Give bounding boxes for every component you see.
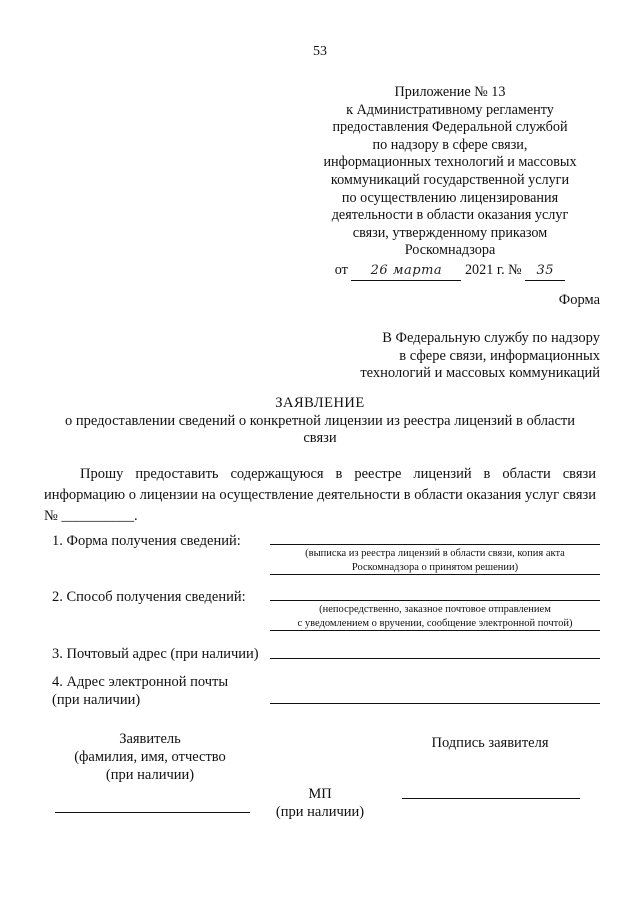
- document-subtitle: о предоставлении сведений о конкретной лицензии из реестра лицензий в области связи: [65, 413, 575, 446]
- applicant-line: (фамилия, имя, отчество: [74, 749, 226, 765]
- addressee-block: [300, 330, 600, 383]
- item-form-of-receipt-underline: [270, 574, 600, 575]
- hint-line: (непосредственно, заказное почтовое отправлением: [319, 604, 551, 615]
- appendix-header: [300, 84, 600, 281]
- appendix-line: коммуникаций государственной услуги: [330, 171, 570, 188]
- order-number-handwritten: 35: [525, 262, 565, 281]
- appendix-line: по осуществлению лицензирования: [341, 189, 559, 206]
- item-form-of-receipt-label: 1. Форма получения сведений:: [52, 533, 241, 549]
- item-method-of-receipt-underline: [270, 630, 600, 631]
- item-method-of-receipt-label: 2. Способ получения сведений:: [52, 589, 246, 605]
- request-paragraph: Прошу предоставить содержащуюся в реестре лицензий в области связи информацию о лицензии на осуществление деятельности в области оказания услуг связи № __________.: [44, 466, 596, 524]
- appendix-line: Приложение № 13: [394, 84, 506, 100]
- item-method-of-receipt-hint: [270, 603, 600, 631]
- hint-line: (выписка из реестра лицензий в области связи, копия акта: [305, 548, 565, 559]
- item-form-of-receipt-hint: [270, 547, 600, 575]
- item-email-field[interactable]: [270, 703, 600, 704]
- hint-line: с уведомлением о вручении, сообщение электронной почтой): [297, 618, 573, 629]
- signature-label: Подпись заявителя: [431, 735, 549, 751]
- appendix-line: связи, утвержденному приказом: [352, 224, 548, 241]
- stamp-line: (при наличии): [275, 804, 365, 820]
- order-reference: [300, 262, 600, 281]
- applicant-block: [60, 730, 240, 784]
- addressee-line: технологий и массовых коммуникаций: [360, 365, 600, 381]
- applicant-name-field[interactable]: [55, 812, 250, 813]
- appendix-line: Роскомнадзора: [404, 242, 496, 259]
- applicant-line: Заявитель: [119, 731, 181, 747]
- addressee-line: В Федеральную службу по надзору: [382, 330, 600, 346]
- applicant-line: (при наличии): [105, 767, 195, 783]
- applicant-signature-field[interactable]: [402, 798, 580, 799]
- appendix-line: по надзору в сфере связи,: [372, 136, 528, 153]
- item-postal-address-label: 3. Почтовый адрес (при наличии): [52, 646, 259, 662]
- item-email-label: 4. Адрес электронной почты: [52, 674, 229, 690]
- order-year: 2021 г. №: [464, 261, 522, 278]
- addressee-line: в сфере связи, информационных: [399, 347, 600, 364]
- order-date-handwritten: 26 марта: [351, 262, 461, 281]
- stamp-line: МП: [308, 786, 332, 802]
- stamp-block: [262, 785, 378, 821]
- item-method-of-receipt-field[interactable]: [270, 600, 600, 601]
- appendix-line: деятельности в области оказания услуг: [331, 207, 569, 224]
- order-prefix: от: [334, 261, 348, 278]
- appendix-line: информационных технологий и массовых: [323, 154, 577, 171]
- item-postal-address-field[interactable]: [270, 658, 600, 659]
- item-form-of-receipt-field[interactable]: [270, 544, 600, 545]
- form-label: Форма: [558, 292, 600, 308]
- page-number: 53: [313, 44, 327, 59]
- appendix-line: к Административному регламенту: [346, 101, 554, 118]
- appendix-line: предоставления Федеральной службой: [332, 119, 568, 136]
- document-title: ЗАЯВЛЕНИЕ: [275, 395, 365, 411]
- hint-line: Роскомнадзора о принятом решении): [351, 562, 519, 573]
- item-email-label-note: (при наличии): [52, 692, 141, 708]
